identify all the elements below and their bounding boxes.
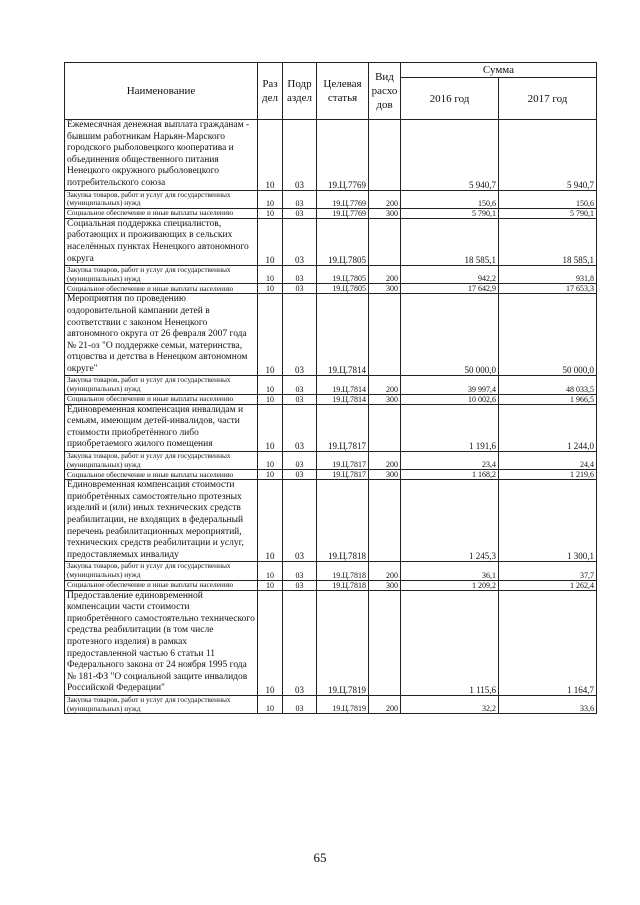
- row-podrazdel: 03: [283, 480, 317, 562]
- header-year-2017: 2017 год: [499, 78, 597, 120]
- row-amount-2017: 33,6: [499, 695, 597, 713]
- row-amount-2017: 5 790,1: [499, 208, 597, 218]
- row-razdel: 10: [258, 452, 283, 470]
- row-target: 19.Ц.7805: [317, 284, 369, 294]
- row-target: 19.Ц.7818: [317, 480, 369, 562]
- table-header: [65, 63, 597, 120]
- row-amount-2016: 1 191,6: [401, 404, 499, 451]
- row-amount-2017: 1 164,7: [499, 590, 597, 695]
- header-year-2016: 2016 год: [401, 78, 499, 120]
- row-target: 19.Ц.7819: [317, 695, 369, 713]
- row-razdel: 10: [258, 404, 283, 451]
- table-row: [65, 470, 597, 480]
- row-podrazdel: 03: [283, 580, 317, 590]
- row-amount-2016: 36,1: [401, 562, 499, 580]
- row-name: Социальное обеспечение и иные выплаты населению: [65, 470, 258, 480]
- row-name: Мероприятия по проведению оздоровительной кампании детей в соответствии с законом Ненецкого автономного округа от 26 февраля 2007 года № 21-оз "О поддержке семьи, материнства, отцовства и детства в Ненецком автономном округе": [65, 294, 258, 376]
- row-amount-2016: 1 115,6: [401, 590, 499, 695]
- row-amount-2016: 23,4: [401, 452, 499, 470]
- row-amount-2017: 24,4: [499, 452, 597, 470]
- row-podrazdel: 03: [283, 590, 317, 695]
- row-razdel: 10: [258, 190, 283, 208]
- row-razdel: 10: [258, 562, 283, 580]
- header-target: Целевая статья: [317, 63, 369, 120]
- row-vid: [369, 120, 401, 191]
- row-amount-2016: 1 209,2: [401, 580, 499, 590]
- row-target: 19.Ц.7769: [317, 208, 369, 218]
- row-target: 19.Ц.7814: [317, 394, 369, 404]
- row-target: 19.Ц.7817: [317, 452, 369, 470]
- table-row: [65, 404, 597, 451]
- row-name: Закупка товаров, работ и услуг для государственных (муниципальных) нужд: [65, 452, 258, 470]
- row-amount-2017: 1 966,5: [499, 394, 597, 404]
- row-amount-2017: 931,8: [499, 266, 597, 284]
- row-vid: 300: [369, 208, 401, 218]
- row-target: 19.Ц.7818: [317, 562, 369, 580]
- row-podrazdel: 03: [283, 120, 317, 191]
- row-amount-2016: 1 245,3: [401, 480, 499, 562]
- row-amount-2016: 39 997,4: [401, 376, 499, 394]
- table-row: [65, 208, 597, 218]
- row-razdel: 10: [258, 695, 283, 713]
- row-razdel: 10: [258, 294, 283, 376]
- row-name: Социальное обеспечение и иные выплаты населению: [65, 580, 258, 590]
- row-target: 19.Ц.7817: [317, 470, 369, 480]
- row-podrazdel: 03: [283, 218, 317, 265]
- header-summa: Сумма: [401, 63, 597, 78]
- row-target: 19.Ц.7805: [317, 218, 369, 265]
- row-podrazdel: 03: [283, 284, 317, 294]
- row-podrazdel: 03: [283, 376, 317, 394]
- row-amount-2017: 1 262,4: [499, 580, 597, 590]
- row-razdel: 10: [258, 580, 283, 590]
- row-amount-2017: 150,6: [499, 190, 597, 208]
- row-name: Закупка товаров, работ и услуг для государственных (муниципальных) нужд: [65, 376, 258, 394]
- row-amount-2017: 48 033,5: [499, 376, 597, 394]
- row-podrazdel: 03: [283, 695, 317, 713]
- row-razdel: 10: [258, 376, 283, 394]
- table-row: [65, 376, 597, 394]
- table-row: [65, 190, 597, 208]
- row-amount-2017: 18 585,1: [499, 218, 597, 265]
- row-target: 19.Ц.7769: [317, 120, 369, 191]
- row-vid: 300: [369, 470, 401, 480]
- row-name: Закупка товаров, работ и услуг для государственных (муниципальных) нужд: [65, 266, 258, 284]
- header-podrazdel: Подр аздел: [283, 63, 317, 120]
- row-vid: [369, 480, 401, 562]
- row-vid: [369, 404, 401, 451]
- table-row: [65, 218, 597, 265]
- row-amount-2017: 1 300,1: [499, 480, 597, 562]
- row-name: Единовременная компенсация инвалидам и семьям, имеющим детей-инвалидов, части стоимости приобретённого либо приобретаемого жилого помещения: [65, 404, 258, 451]
- row-razdel: 10: [258, 470, 283, 480]
- budget-table: [64, 62, 597, 714]
- row-vid: 200: [369, 376, 401, 394]
- row-podrazdel: 03: [283, 394, 317, 404]
- table-row: [65, 695, 597, 713]
- row-vid: 200: [369, 695, 401, 713]
- row-podrazdel: 03: [283, 452, 317, 470]
- table-row: [65, 562, 597, 580]
- row-podrazdel: 03: [283, 562, 317, 580]
- row-amount-2017: 17 653,3: [499, 284, 597, 294]
- table-row: [65, 284, 597, 294]
- row-podrazdel: 03: [283, 266, 317, 284]
- row-vid: 200: [369, 562, 401, 580]
- header-razdel: Раз дел: [258, 63, 283, 120]
- row-amount-2016: 5 940,7: [401, 120, 499, 191]
- row-name: Предоставление единовременной компенсации части стоимости приобретённого самостоятельно технического средства реабилитации (в том числе протезного изделия) в рамках предоставленной частью 6 статьи 11 Федерального закона от 24 ноября 1995 года № 181-ФЗ "О социальной защите инвалидов Российской Федерации": [65, 590, 258, 695]
- row-razdel: 10: [258, 480, 283, 562]
- row-target: 19.Ц.7814: [317, 376, 369, 394]
- row-amount-2016: 1 168,2: [401, 470, 499, 480]
- row-vid: 300: [369, 284, 401, 294]
- row-razdel: 10: [258, 284, 283, 294]
- table-row: [65, 480, 597, 562]
- header-name: Наименование: [65, 63, 258, 120]
- row-name: Социальное обеспечение и иные выплаты населению: [65, 394, 258, 404]
- row-razdel: 10: [258, 394, 283, 404]
- row-name: Социальное обеспечение и иные выплаты населению: [65, 208, 258, 218]
- row-amount-2017: 5 940,7: [499, 120, 597, 191]
- row-target: 19.Ц.7805: [317, 266, 369, 284]
- row-name: Ежемесячная денежная выплата гражданам - бывшим работникам Нарьян-Марского городского рыболовецкого кооператива и объединения общественного питания Ненецкого окружного рыболовецкого потребительского союза: [65, 120, 258, 191]
- row-name: Закупка товаров, работ и услуг для государственных (муниципальных) нужд: [65, 562, 258, 580]
- table-row: [65, 452, 597, 470]
- row-amount-2017: 50 000,0: [499, 294, 597, 376]
- row-name: Закупка товаров, работ и услуг для государственных (муниципальных) нужд: [65, 695, 258, 713]
- row-podrazdel: 03: [283, 470, 317, 480]
- row-amount-2016: 17 642,9: [401, 284, 499, 294]
- row-amount-2017: 37,7: [499, 562, 597, 580]
- row-razdel: 10: [258, 590, 283, 695]
- row-name: Единовременная компенсация стоимости приобретённых самостоятельно протезных изделий и (или) иных технических средств реабилитации, не входящих в федеральный перечень реабилитационных мероприятий, технических средств реабилитации и услуг, предоставляемых инвалиду: [65, 480, 258, 562]
- row-vid: 200: [369, 190, 401, 208]
- row-vid: 300: [369, 580, 401, 590]
- row-razdel: 10: [258, 266, 283, 284]
- row-vid: 300: [369, 394, 401, 404]
- row-podrazdel: 03: [283, 190, 317, 208]
- row-vid: [369, 294, 401, 376]
- row-name: Закупка товаров, работ и услуг для государственных (муниципальных) нужд: [65, 190, 258, 208]
- header-vid: Вид расхо дов: [369, 63, 401, 120]
- row-podrazdel: 03: [283, 294, 317, 376]
- table-row: [65, 590, 597, 695]
- table-row: [65, 120, 597, 191]
- table-row: [65, 266, 597, 284]
- row-amount-2017: 1 244,0: [499, 404, 597, 451]
- row-amount-2017: 1 219,6: [499, 470, 597, 480]
- row-amount-2016: 150,6: [401, 190, 499, 208]
- row-razdel: 10: [258, 218, 283, 265]
- row-vid: [369, 218, 401, 265]
- row-target: 19.Ц.7769: [317, 190, 369, 208]
- row-amount-2016: 10 002,6: [401, 394, 499, 404]
- row-name: Социальное обеспечение и иные выплаты населению: [65, 284, 258, 294]
- row-amount-2016: 5 790,1: [401, 208, 499, 218]
- table-row: [65, 394, 597, 404]
- table-body: [65, 120, 597, 714]
- row-podrazdel: 03: [283, 208, 317, 218]
- row-razdel: 10: [258, 208, 283, 218]
- table-row: [65, 580, 597, 590]
- row-target: 19.Ц.7818: [317, 580, 369, 590]
- row-amount-2016: 18 585,1: [401, 218, 499, 265]
- row-razdel: 10: [258, 120, 283, 191]
- table-row: [65, 294, 597, 376]
- row-vid: [369, 590, 401, 695]
- row-target: 19.Ц.7817: [317, 404, 369, 451]
- row-amount-2016: 32,2: [401, 695, 499, 713]
- row-podrazdel: 03: [283, 404, 317, 451]
- row-target: 19.Ц.7814: [317, 294, 369, 376]
- row-vid: 200: [369, 266, 401, 284]
- row-vid: 200: [369, 452, 401, 470]
- page-number: 65: [313, 850, 327, 865]
- row-target: 19.Ц.7819: [317, 590, 369, 695]
- row-amount-2016: 942,2: [401, 266, 499, 284]
- row-amount-2016: 50 000,0: [401, 294, 499, 376]
- row-name: Социальная поддержка специалистов, работающих и проживающих в сельских населённых пунктах Ненецкого автономного округа: [65, 218, 258, 265]
